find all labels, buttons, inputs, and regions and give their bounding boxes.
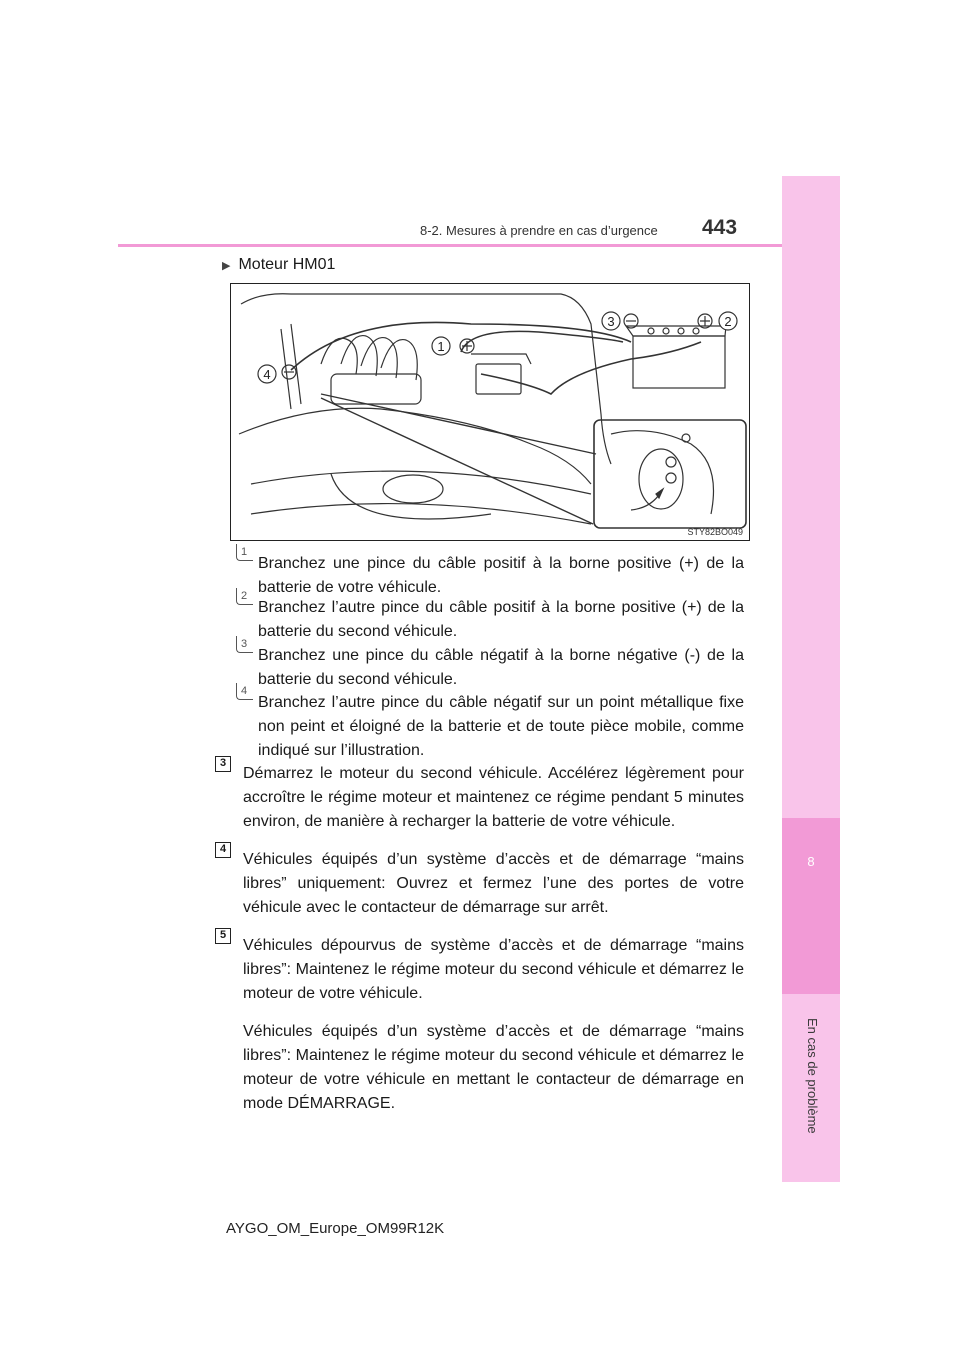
substep-text: Branchez l’autre pince du câble positif à la borne positive (+) de la batterie du second véhicule. (258, 599, 744, 640)
section-title: 8-2. Mesures à prendre en cas d’urgence (420, 223, 658, 238)
substep-text: Branchez une pince du câble négatif à la borne négative (-) de la batterie du second véhicule. (258, 647, 744, 688)
step-text: Démarrez le moteur du second véhicule. Accélérez légèrement pour accroître le régime moteur et maintenez ce régime pendant 5 minutes environ, de manière à recharger la batterie de votre véhicule. (243, 765, 744, 830)
engine-illustration (230, 283, 750, 541)
header-divider (118, 244, 782, 247)
page-number: 443 (702, 216, 738, 239)
substep-marker: 1 (236, 544, 252, 560)
chapter-number: 8 (807, 854, 815, 869)
substep-text: Branchez l’autre pince du câble négatif sur un point métallique fixe non peint et éloigné de la batterie et de toute pièce mobile, comme indiqué sur l’illustration. (258, 694, 744, 759)
chapter-number-block (782, 818, 840, 994)
step-text-2: Véhicules équipés d’un système d’accès et de démarrage “mains libres”: Maintenez le régime moteur du second véhicule et démarrez le moteur de votre véhicule en mettant le contacteur de démarrage en mode DÉMARRAGE. (243, 1023, 744, 1112)
chapter-label: En cas de problème (805, 1018, 820, 1134)
substep-3 (240, 638, 744, 692)
step-3 (219, 757, 744, 834)
figure-code: STY82BO049 (687, 527, 743, 537)
engine-drawing (231, 284, 749, 540)
callout-1: 1 (437, 339, 445, 354)
step-5 (219, 929, 744, 1116)
substep-1 (240, 546, 744, 600)
document-code: AYGO_OM_Europe_OM99R12K (226, 1220, 445, 1237)
engine-label-text: Moteur HM01 (238, 256, 336, 273)
chapter-side-tab (782, 176, 840, 1182)
step-number-box: 5 (215, 928, 231, 944)
engine-label (222, 256, 335, 274)
step-4 (219, 843, 744, 920)
step-number-box: 4 (215, 842, 231, 858)
substep-text: Branchez une pince du câble positif à la borne positive (+) de la batterie de votre véhicule. (258, 555, 744, 596)
triangle-bullet-icon: ▶ (222, 260, 231, 272)
step-text: Véhicules dépourvus de système d’accès et de démarrage “mains libres”: Maintenez le régime moteur du second véhicule et démarrez le moteur de votre véhicule. (243, 937, 744, 1002)
callout-3: 3 (607, 314, 615, 329)
step-text: Véhicules équipés d’un système d’accès et de démarrage “mains libres” uniquement: Ouvrez et fermez l’une des portes de votre véhicule avec le contacteur de démarrage sur arrêt. (243, 851, 744, 916)
step-number-box: 3 (215, 756, 231, 772)
substep-4 (240, 685, 744, 763)
substep-2 (240, 590, 744, 644)
callout-2: 2 (724, 314, 732, 329)
substep-marker: 2 (236, 588, 252, 604)
callout-4: 4 (263, 367, 271, 382)
substep-marker: 3 (236, 636, 252, 652)
substep-marker: 4 (236, 683, 252, 699)
